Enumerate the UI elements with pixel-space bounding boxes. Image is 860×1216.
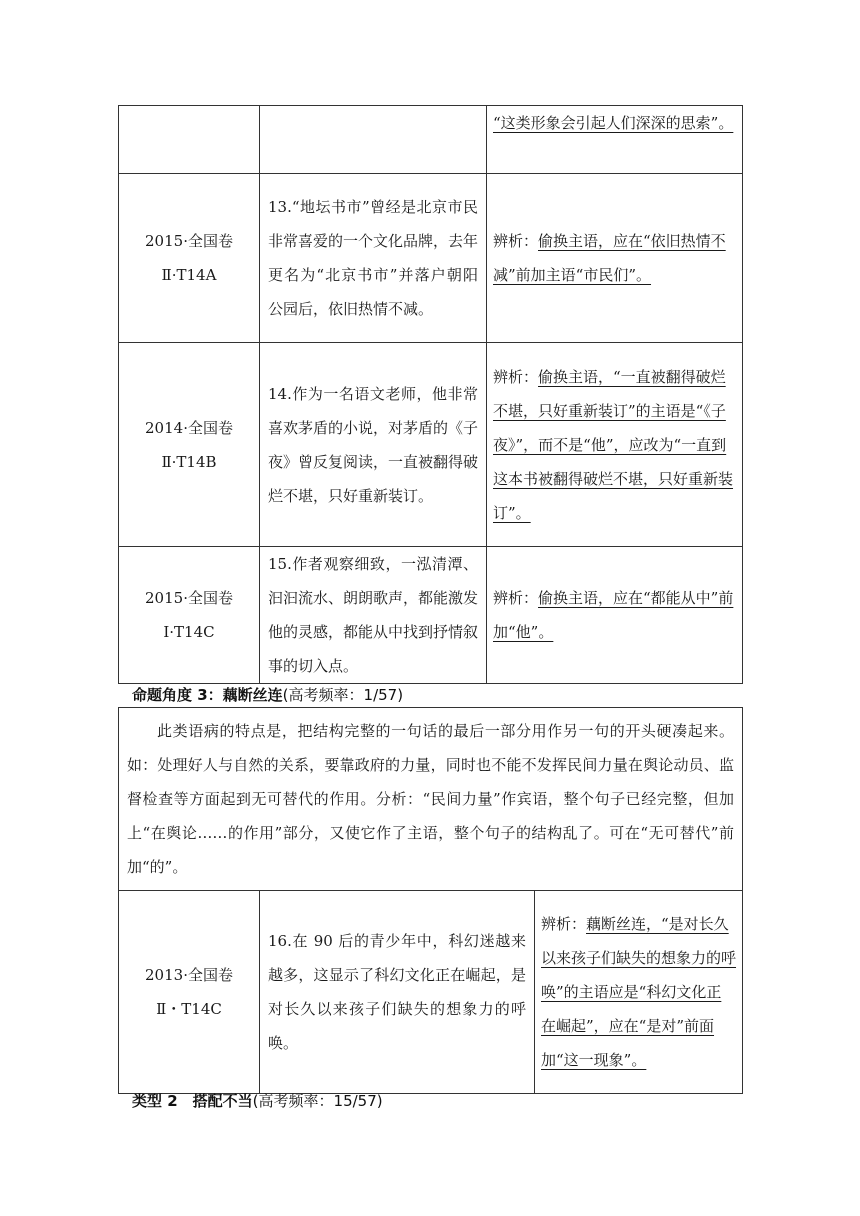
example-cell: 16.在 90 后的青少年中，科幻迷越来越多，这显示了科幻文化正在崛起，是对长久以来孩子们缺失的想象力的呼唤。 — [260, 891, 535, 1094]
table-row — [119, 708, 743, 891]
table-row — [119, 106, 743, 174]
analysis-text: “这类形象会引起人们深深的思索”。 — [493, 114, 734, 132]
source-question: Ⅰ·T14C — [163, 623, 215, 641]
table-row — [119, 343, 743, 547]
source-exam: 2014·全国卷 — [145, 418, 233, 437]
heading-label: 类型 2 搭配不当 — [132, 1092, 253, 1110]
source-exam: 2015·全国卷 — [145, 232, 233, 250]
analysis-text: 偷换主语，应在“都能从中”前加“他”。 — [493, 589, 734, 641]
source-question: Ⅱ·T14B — [161, 452, 217, 471]
example-cell — [260, 106, 487, 174]
analysis-prefix: 辨析： — [493, 232, 539, 250]
analysis-text: 偷换主语，应在“依旧热情不减”前加主语“市民们”。 — [493, 232, 726, 284]
source-cell — [119, 547, 260, 684]
source-exam: 2013·全国卷 — [145, 966, 233, 984]
intro-cell: 此类语病的特点是，把结构完整的一句话的最后一部分用作另一句的开头硬凑起来。如：处理好人与自然的关系，要靠政府的力量，同时也不能不发挥民间力量在舆论动员、监督检查等方面起到无可替代的作用。分析：“民间力量”作宾语，整个句子已经完整，但加上“在舆论……的作用”部分，又使它作了主语，整个句子的结构乱了。可在“无可替代”前加“的”。 — [119, 708, 743, 891]
analysis-cell — [487, 343, 743, 547]
source-question: Ⅱ·T14A — [161, 266, 217, 284]
analysis-cell — [487, 174, 743, 343]
example-cell: 14.作为一名语文老师，他非常喜欢茅盾的小说，对茅盾的《子夜》曾反复阅读，一直被翻得破烂不堪，只好重新装订。 — [260, 343, 487, 547]
section-heading-topic-3 — [132, 684, 403, 705]
errors-table-1 — [118, 105, 743, 684]
analysis-cell — [535, 891, 743, 1094]
heading-frequency: (高考频率：15/57) — [252, 1092, 383, 1110]
analysis-prefix: 辨析： — [493, 367, 539, 386]
analysis-cell — [487, 547, 743, 684]
section-heading-type-2 — [132, 1090, 383, 1111]
source-question: Ⅱ・T14C — [156, 1000, 222, 1018]
source-exam: 2015·全国卷 — [145, 589, 233, 607]
analysis-prefix: 辨析： — [541, 915, 587, 933]
example-cell: 15.作者观察细致，一泓清潭、汩汩流水、朗朗歌声，都能激发他的灵感，都能从中找到抒情叙事的切入点。 — [260, 547, 487, 684]
analysis-prefix: 辨析： — [493, 589, 539, 607]
analysis-text: 偷换主语，“一直被翻得破烂不堪，只好重新装订”的主语是“《子夜》”，而不是“他”，应改为“一直到这本书被翻得破烂不堪，只好重新装订”。 — [493, 367, 734, 522]
source-cell — [119, 174, 260, 343]
analysis-text: 藕断丝连，“是对长久以来孩子们缺失的想象力的呼唤”的主语应是“科幻文化正在崛起”，应在“是对”前面加“这一现象”。 — [541, 915, 737, 1069]
heading-label: 命题角度 3：藕断丝连 — [132, 686, 283, 704]
table-row — [119, 891, 743, 1094]
analysis-cell — [487, 106, 743, 174]
source-cell — [119, 343, 260, 547]
source-cell — [119, 106, 260, 174]
heading-frequency: (高考频率：1/57) — [282, 686, 404, 704]
table-row — [119, 547, 743, 684]
table-row — [119, 174, 743, 343]
errors-table-2 — [118, 707, 743, 1094]
source-cell — [119, 891, 260, 1094]
example-cell: 13.“地坛书市”曾经是北京市民非常喜爱的一个文化品牌，去年更名为“北京书市”并落户朝阳公园后，依旧热情不减。 — [260, 174, 487, 343]
